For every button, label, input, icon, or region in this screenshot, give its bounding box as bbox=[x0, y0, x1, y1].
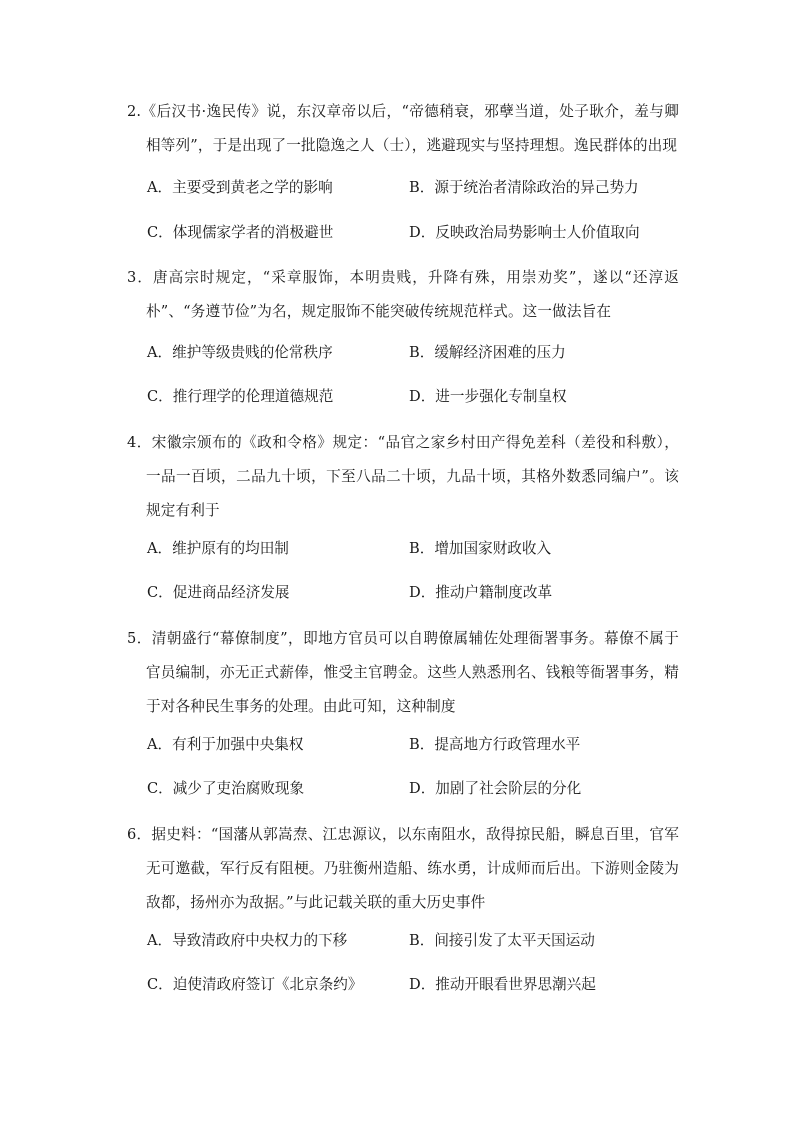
question-4-option-c: C．促进商品经济发展 bbox=[147, 584, 290, 601]
question-3-option-d: D．进一步强化专制皇权 bbox=[409, 388, 567, 405]
question-6-option-b: B．间接引发了太平天国运动 bbox=[409, 932, 595, 949]
question-2-option-a: A．主要受到黄老之学的影响 bbox=[147, 179, 333, 196]
question-6-option-a: A．导致清政府中央权力的下移 bbox=[147, 932, 348, 949]
question-4 bbox=[127, 426, 679, 528]
question-3-option-b: B．缓解经济困难的压力 bbox=[409, 344, 566, 361]
question-6 bbox=[127, 818, 679, 920]
question-5 bbox=[127, 622, 679, 724]
question-5-stem: 5．清朝盛行“幕僚制度”，即地方官员可以自聘僚属辅佐处理衙署事务。幕僚不属于官员编制，亦无正式薪俸，惟受主官聘金。这些人熟悉刑名、钱粮等衙署事务，精于对各种民生事务的处理。由此可知，这种制度 bbox=[127, 630, 679, 715]
question-3-stem: 3．唐高宗时规定，“采章服饰，本明贵贱，升降有殊，用崇劝奖”，遂以“还淳返朴”、“务遵节俭”为名，规定服饰不能突破传统规范样式。这一做法旨在 bbox=[127, 269, 679, 320]
question-2-option-d: D．反映政治局势影响士人价值取向 bbox=[409, 224, 640, 241]
question-5-option-b: B．提高地方行政管理水平 bbox=[409, 736, 581, 753]
question-5-option-a: A．有利于加强中央集权 bbox=[147, 736, 304, 753]
question-3 bbox=[127, 261, 679, 329]
question-4-option-d: D．推动户籍制度改革 bbox=[409, 584, 553, 601]
question-2-option-b: B．源于统治者清除政治的异己势力 bbox=[409, 179, 639, 196]
question-5-option-c: C．减少了吏治腐败现象 bbox=[147, 780, 305, 797]
question-2-option-c: C．体现儒家学者的消极避世 bbox=[147, 224, 334, 241]
question-4-option-a: A．维护原有的均田制 bbox=[147, 540, 289, 557]
question-5-option-d: D．加剧了社会阶层的分化 bbox=[409, 780, 582, 797]
question-6-option-d: D．推动开眼看世界思潮兴起 bbox=[409, 976, 596, 993]
question-4-stem: 4．宋徽宗颁布的《政和令格》规定：“品官之家乡村田产得免差科（差役和科敷），一品一百顷，二品九十顷，下至八品二十顷，九品十顷，其格外数悉同编户”。该规定有利于 bbox=[127, 434, 679, 519]
question-3-option-a: A．维护等级贵贱的伦常秩序 bbox=[147, 344, 333, 361]
question-6-option-c: C．迫使清政府签订《北京条约》 bbox=[147, 976, 363, 993]
question-2 bbox=[127, 95, 679, 163]
question-4-option-b: B．增加国家财政收入 bbox=[409, 540, 552, 557]
question-3-option-c: C．推行理学的伦理道德规范 bbox=[147, 388, 334, 405]
question-2-stem: 2.《后汉书·逸民传》说，东汉章帝以后，“帝德稍衰，邪孽当道，处子耿介，羞与卿相等列”，于是出现了一批隐逸之人（士），逃避现实与坚持理想。逸民群体的出现 bbox=[127, 103, 679, 154]
question-6-stem: 6．据史料：“国藩从郭嵩焘、江忠源议，以东南阻水，敌得掠民船，瞬息百里，官军无可邀截，军行反有阻梗。乃驻衡州造船、练水勇，计成师而后出。下游则金陵为敌都，扬州亦为敌据。”与此记载关联的重大历史事件 bbox=[127, 826, 679, 911]
